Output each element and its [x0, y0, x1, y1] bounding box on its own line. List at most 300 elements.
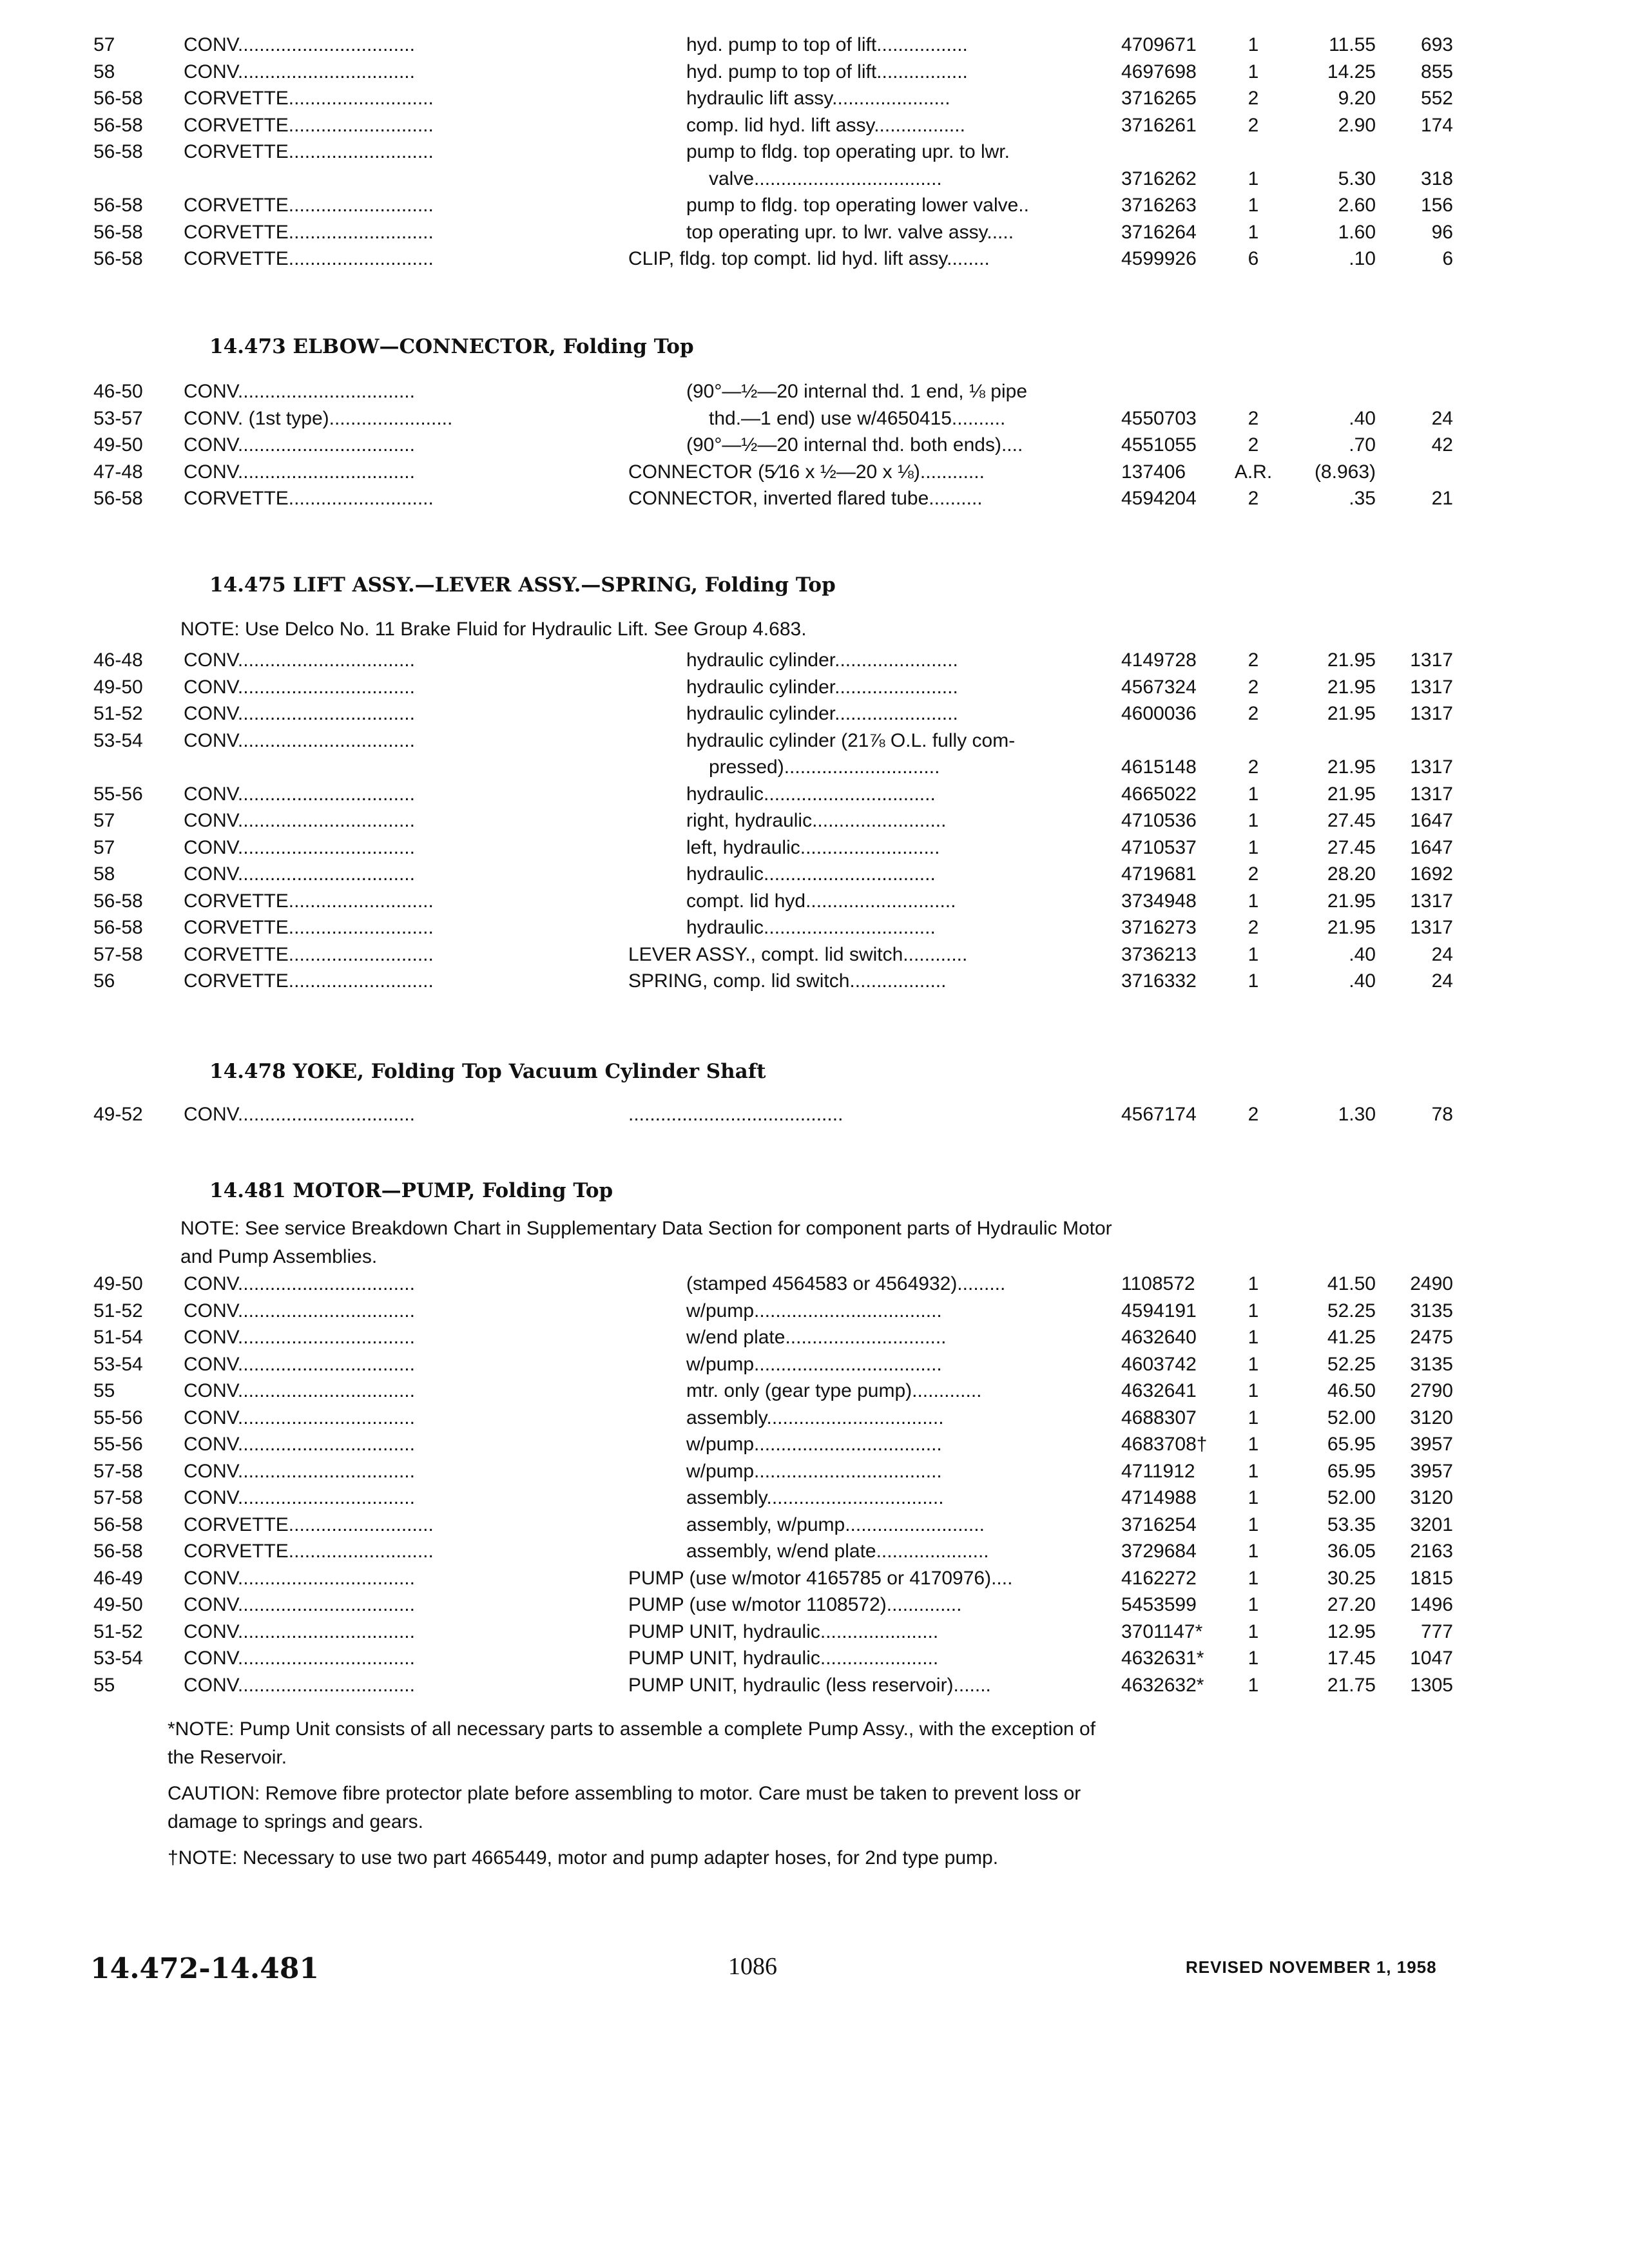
- price: 21.95: [1327, 649, 1376, 671]
- part-number: 4683708†: [1121, 1434, 1208, 1455]
- price-code: 2475: [1410, 1327, 1453, 1348]
- model-year: 55-56: [93, 1434, 143, 1455]
- model-name: CONV.................................: [184, 649, 415, 671]
- quantity: 1: [1248, 1434, 1259, 1455]
- part-number: 4567324: [1121, 676, 1197, 698]
- quantity: A.R.: [1234, 461, 1273, 483]
- part-description: (90°—½—20 internal thd. 1 end, ⅛ pipe: [686, 381, 1027, 402]
- model-name: CORVETTE...........................: [184, 195, 434, 216]
- quantity: 1: [1248, 783, 1259, 805]
- model-name: CONV.................................: [184, 703, 415, 724]
- table-row: [0, 1485, 1629, 1514]
- part-number: 3716261: [1121, 114, 1197, 136]
- quantity: 2: [1248, 703, 1259, 724]
- quantity: 1: [1248, 1648, 1259, 1669]
- price-code: 2790: [1410, 1380, 1453, 1401]
- model-year: 57: [93, 836, 115, 858]
- price-code: 3135: [1410, 1353, 1453, 1375]
- model-name: CONV.................................: [184, 1407, 415, 1428]
- price: 14.25: [1327, 61, 1376, 82]
- model-year: 49-50: [93, 434, 143, 456]
- price: 30.25: [1327, 1567, 1376, 1589]
- part-number: 4710537: [1121, 836, 1197, 858]
- quantity: 1: [1248, 970, 1259, 992]
- table-row: [0, 486, 1629, 514]
- quantity: 2: [1248, 649, 1259, 671]
- model-year: 57: [93, 810, 115, 831]
- section-heading: 14.481 MOTOR—PUMP, Folding Top: [209, 1179, 613, 1202]
- model-name: CORVETTE...........................: [184, 114, 434, 136]
- part-number: 3716273: [1121, 917, 1197, 938]
- price: 52.25: [1327, 1353, 1376, 1375]
- price-code: 24: [1431, 407, 1453, 429]
- price: 36.05: [1327, 1541, 1376, 1562]
- price-code: 42: [1431, 434, 1453, 456]
- price-code: 1692: [1410, 863, 1453, 885]
- quantity: 1: [1248, 61, 1259, 82]
- table-row: [0, 406, 1629, 434]
- part-description: hydraulic lift assy......................: [686, 88, 950, 109]
- price-code: 156: [1420, 195, 1453, 216]
- table-row: [0, 1325, 1629, 1353]
- price-code: 1647: [1410, 836, 1453, 858]
- model-year: 51-52: [93, 1620, 143, 1642]
- quantity: 1: [1248, 1620, 1259, 1642]
- price-code: 1317: [1410, 649, 1453, 671]
- price-code: 1305: [1410, 1674, 1453, 1696]
- price: 27.45: [1327, 836, 1376, 858]
- model-name: CONV.................................: [184, 1620, 415, 1642]
- price: 27.45: [1327, 810, 1376, 831]
- table-row: [0, 942, 1629, 970]
- price: 17.45: [1327, 1648, 1376, 1669]
- table-row: [0, 379, 1629, 407]
- price-code: 693: [1420, 34, 1453, 55]
- model-year: 51-52: [93, 703, 143, 724]
- quantity: 2: [1248, 407, 1259, 429]
- model-year: 49-50: [93, 676, 143, 698]
- table-row: [0, 59, 1629, 88]
- table-row: [0, 246, 1629, 274]
- section-heading: 14.478 YOKE, Folding Top Vacuum Cylinder Shaft: [209, 1060, 766, 1083]
- part-number: 4599926: [1121, 248, 1197, 269]
- price-code: 318: [1420, 168, 1453, 189]
- table-row: [0, 675, 1629, 703]
- part-description: LEVER ASSY., compt. lid switch............: [628, 943, 968, 965]
- model-year: 56: [93, 970, 115, 992]
- part-number: 4665022: [1121, 783, 1197, 805]
- table-row: [0, 808, 1629, 836]
- quantity: 2: [1248, 114, 1259, 136]
- price-code: 78: [1431, 1104, 1453, 1125]
- model-name: CORVETTE...........................: [184, 970, 434, 992]
- price-code: 1317: [1410, 890, 1453, 912]
- model-year: 57-58: [93, 1460, 143, 1482]
- quantity: 2: [1248, 88, 1259, 109]
- model-year: 49-50: [93, 1594, 143, 1615]
- price: 41.25: [1327, 1327, 1376, 1348]
- part-description: PUMP UNIT, hydraulic (less reservoir).......: [628, 1674, 991, 1696]
- part-description: assembly, w/pump..........................: [686, 1514, 985, 1535]
- model-year: 58: [93, 61, 115, 82]
- model-name: CONV.................................: [184, 1327, 415, 1348]
- price-code: 6: [1442, 248, 1453, 269]
- part-description: hydraulic................................: [686, 783, 936, 805]
- price: 11.55: [1329, 34, 1376, 55]
- table-row: [0, 166, 1629, 195]
- price-code: 855: [1420, 61, 1453, 82]
- table-row: [0, 835, 1629, 863]
- table-row: [0, 1566, 1629, 1594]
- part-description: compt. lid hyd............................: [686, 890, 956, 912]
- model-year: 57: [93, 34, 115, 55]
- quantity: 1: [1248, 1380, 1259, 1401]
- table-row: [0, 1298, 1629, 1327]
- part-description: valve...................................: [709, 168, 942, 189]
- part-number: 4632632*: [1121, 1674, 1204, 1696]
- price: 52.25: [1327, 1300, 1376, 1321]
- table-row: [0, 1102, 1629, 1130]
- part-description: mtr. only (gear type pump).............: [686, 1380, 982, 1401]
- model-name: CONV.................................: [184, 461, 415, 483]
- model-year: 56-58: [93, 1514, 143, 1535]
- table-row: [0, 193, 1629, 221]
- model-name: CORVETTE...........................: [184, 141, 434, 162]
- price: 1.30: [1338, 1104, 1376, 1125]
- quantity: 2: [1248, 917, 1259, 938]
- table-row: [0, 782, 1629, 810]
- price: 21.75: [1327, 1674, 1376, 1696]
- model-year: 53-54: [93, 1648, 143, 1669]
- model-name: CONV.................................: [184, 729, 415, 751]
- model-year: 56-58: [93, 917, 143, 938]
- table-row: [0, 139, 1629, 168]
- part-description: assembly.................................: [686, 1407, 944, 1428]
- model-name: CONV.................................: [184, 1353, 415, 1375]
- model-year: 56-58: [93, 221, 143, 243]
- footer-range: 14.472-14.481: [90, 1952, 320, 1985]
- part-description: SPRING, comp. lid switch..................: [628, 970, 947, 992]
- part-number: 137406: [1121, 461, 1186, 483]
- quantity: 1: [1248, 168, 1259, 189]
- model-year: 57-58: [93, 943, 143, 965]
- model-name: CONV.................................: [184, 1487, 415, 1508]
- part-number: 4714988: [1121, 1487, 1197, 1508]
- price: 5.30: [1338, 168, 1376, 189]
- table-row: [0, 113, 1629, 141]
- part-description: hydraulic................................: [686, 863, 936, 885]
- part-number: 4615148: [1121, 756, 1197, 778]
- table-row: [0, 1432, 1629, 1460]
- part-number: 4567174: [1121, 1104, 1197, 1125]
- model-year: 55-56: [93, 1407, 143, 1428]
- model-name: CONV.................................: [184, 1300, 415, 1321]
- model-name: CONV. (1st type).......................: [184, 407, 453, 429]
- model-year: 56-58: [93, 1541, 143, 1562]
- part-description: hydraulic cylinder.......................: [686, 676, 958, 698]
- price: .70: [1349, 434, 1376, 456]
- part-description: comp. lid hyd. lift assy.................: [686, 114, 965, 136]
- table-row: [0, 701, 1629, 729]
- model-name: CONV.................................: [184, 1594, 415, 1615]
- part-number: 4594204: [1121, 488, 1197, 509]
- model-name: CORVETTE...........................: [184, 248, 434, 269]
- model-year: 55-56: [93, 783, 143, 805]
- part-description: PUMP (use w/motor 4165785 or 4170976)....: [628, 1567, 1013, 1589]
- model-name: CONV.................................: [184, 1273, 415, 1294]
- part-description: hydraulic cylinder (21⅞ O.L. fully com-: [686, 729, 1016, 751]
- price-code: 1647: [1410, 810, 1453, 831]
- price-code: 3957: [1410, 1460, 1453, 1482]
- model-year: 49-52: [93, 1104, 143, 1125]
- part-number: 4162272: [1121, 1567, 1197, 1589]
- model-year: 53-54: [93, 729, 143, 751]
- quantity: 1: [1248, 943, 1259, 965]
- price: .40: [1349, 407, 1376, 429]
- model-name: CONV.................................: [184, 836, 415, 858]
- quantity: 2: [1248, 434, 1259, 456]
- price: 21.95: [1327, 676, 1376, 698]
- model-year: 46-50: [93, 381, 143, 402]
- table-row: [0, 1271, 1629, 1300]
- part-number: 3736213: [1121, 943, 1197, 965]
- model-name: CONV.................................: [184, 1648, 415, 1669]
- quantity: 1: [1248, 1300, 1259, 1321]
- model-name: CONV.................................: [184, 676, 415, 698]
- part-description: pump to fldg. top operating upr. to lwr.: [686, 141, 1010, 162]
- quantity: 1: [1248, 195, 1259, 216]
- model-name: CONV.................................: [184, 1434, 415, 1455]
- model-name: CONV.................................: [184, 61, 415, 82]
- part-description: CONNECTOR, inverted flared tube..........: [628, 488, 983, 509]
- price: 12.95: [1327, 1620, 1376, 1642]
- model-name: CORVETTE...........................: [184, 943, 434, 965]
- model-name: CONV.................................: [184, 434, 415, 456]
- footer-revised: REVISED NOVEMBER 1, 1958: [1186, 1957, 1437, 1977]
- part-description: PUMP (use w/motor 1108572)..............: [628, 1594, 962, 1615]
- table-row: [0, 1646, 1629, 1674]
- section-note: NOTE: See service Breakdown Chart in Supplementary Data Section for component parts of Hydraulic Motor and Pump Assemblies.: [180, 1218, 1112, 1267]
- price: 27.20: [1327, 1594, 1376, 1615]
- part-number: 4632631*: [1121, 1648, 1204, 1669]
- quantity: 1: [1248, 1353, 1259, 1375]
- price: 65.95: [1327, 1434, 1376, 1455]
- table-row: [0, 220, 1629, 248]
- part-description: thd.—1 end) use w/4650415..........: [709, 407, 1006, 429]
- part-description: ........................................: [628, 1104, 843, 1125]
- model-name: CORVETTE...........................: [184, 1541, 434, 1562]
- part-description: PUMP UNIT, hydraulic......................: [628, 1648, 939, 1669]
- footnote: *NOTE: Pump Unit consists of all necessary parts to assemble a complete Pump Assy., with the exception of the Reservoir.: [168, 1718, 1096, 1768]
- table-row: [0, 1459, 1629, 1487]
- table-row: [0, 1539, 1629, 1567]
- part-description: hydraulic cylinder.......................: [686, 649, 958, 671]
- price: 2.60: [1338, 195, 1376, 216]
- part-description: CONNECTOR (5⁄16 x ½—20 x ⅛)............: [628, 461, 985, 483]
- table-row: [0, 1592, 1629, 1620]
- price-code: 24: [1431, 943, 1453, 965]
- part-description: right, hydraulic.........................: [686, 810, 947, 831]
- quantity: 1: [1248, 1460, 1259, 1482]
- quantity: 1: [1248, 1594, 1259, 1615]
- model-name: CORVETTE...........................: [184, 890, 434, 912]
- quantity: 1: [1248, 221, 1259, 243]
- price: .35: [1349, 488, 1376, 509]
- model-name: CORVETTE...........................: [184, 88, 434, 109]
- part-number: 4697698: [1121, 61, 1197, 82]
- quantity: 1: [1248, 810, 1259, 831]
- price-code: 552: [1420, 88, 1453, 109]
- price: 21.95: [1327, 703, 1376, 724]
- table-row: [0, 1673, 1629, 1701]
- footnote: †NOTE: Necessary to use two part 4665449, motor and pump adapter hoses, for 2nd type pump.: [168, 1847, 999, 1869]
- table-row: [0, 915, 1629, 943]
- price-code: 3201: [1410, 1514, 1453, 1535]
- table-row: [0, 754, 1629, 783]
- price: 1.60: [1338, 221, 1376, 243]
- part-description: w/pump...................................: [686, 1434, 942, 1455]
- quantity: 1: [1248, 1327, 1259, 1348]
- part-number: 3729684: [1121, 1541, 1197, 1562]
- part-description: hyd. pump to top of lift.................: [686, 61, 968, 82]
- part-number: 3716265: [1121, 88, 1197, 109]
- part-number: 4719681: [1121, 863, 1197, 885]
- price: .40: [1349, 943, 1376, 965]
- quantity: 2: [1248, 1104, 1259, 1125]
- quantity: 1: [1248, 1541, 1259, 1562]
- quantity: 1: [1248, 1514, 1259, 1535]
- model-name: CONV.................................: [184, 863, 415, 885]
- price-code: 1317: [1410, 917, 1453, 938]
- price-code: 3957: [1410, 1434, 1453, 1455]
- part-description: w/pump...................................: [686, 1353, 942, 1375]
- quantity: 1: [1248, 1273, 1259, 1294]
- table-row: [0, 889, 1629, 917]
- price: .10: [1349, 248, 1376, 269]
- model-year: 56-58: [93, 195, 143, 216]
- part-description: hydraulic cylinder.......................: [686, 703, 958, 724]
- price: 21.95: [1327, 917, 1376, 938]
- part-number: 5453599: [1121, 1594, 1197, 1615]
- model-year: 46-48: [93, 649, 143, 671]
- quantity: 1: [1248, 34, 1259, 55]
- table-row: [0, 1405, 1629, 1434]
- section-heading: 14.475 LIFT ASSY.—LEVER ASSY.—SPRING, Folding Top: [209, 573, 836, 597]
- price-code: 21: [1431, 488, 1453, 509]
- table-row: [0, 1619, 1629, 1648]
- price-code: 2163: [1410, 1541, 1453, 1562]
- table-row: [0, 648, 1629, 676]
- quantity: 1: [1248, 1567, 1259, 1589]
- part-number: 3716254: [1121, 1514, 1197, 1535]
- model-name: CONV.................................: [184, 1380, 415, 1401]
- part-number: 4551055: [1121, 434, 1197, 456]
- quantity: 2: [1248, 756, 1259, 778]
- part-description: pump to fldg. top operating lower valve..: [686, 195, 1029, 216]
- model-year: 51-54: [93, 1327, 143, 1348]
- price-code: 2490: [1410, 1273, 1453, 1294]
- part-number: 4711912: [1121, 1460, 1195, 1482]
- part-description: assembly, w/end plate.....................: [686, 1541, 989, 1562]
- quantity: 2: [1248, 676, 1259, 698]
- price: 9.20: [1338, 88, 1376, 109]
- footnote: CAUTION: Remove fibre protector plate before assembling to motor. Care must be taken to prevent loss or damage to springs and gears.: [168, 1783, 1081, 1832]
- model-name: CONV.................................: [184, 1104, 415, 1125]
- part-number: 1108572: [1121, 1273, 1195, 1294]
- model-name: CONV.................................: [184, 1460, 415, 1482]
- price: 28.20: [1327, 863, 1376, 885]
- price: 2.90: [1338, 114, 1376, 136]
- part-number: 3701147*: [1121, 1620, 1203, 1642]
- part-description: hydraulic................................: [686, 917, 936, 938]
- part-description: w/pump...................................: [686, 1460, 942, 1482]
- quantity: 1: [1248, 890, 1259, 912]
- quantity: 2: [1248, 488, 1259, 509]
- part-number: 4603742: [1121, 1353, 1197, 1375]
- part-number: 3716263: [1121, 195, 1197, 216]
- part-number: 3716332: [1121, 970, 1197, 992]
- quantity: 6: [1248, 248, 1259, 269]
- part-description: pressed).............................: [709, 756, 940, 778]
- quantity: 1: [1248, 1487, 1259, 1508]
- part-description: w/end plate..............................: [686, 1327, 947, 1348]
- model-name: CORVETTE...........................: [184, 1514, 434, 1535]
- table-row: [0, 86, 1629, 114]
- table-row: [0, 32, 1629, 61]
- table-row: [0, 459, 1629, 488]
- part-number: 4688307: [1121, 1407, 1197, 1428]
- model-name: CONV.................................: [184, 1567, 415, 1589]
- quantity: 2: [1248, 863, 1259, 885]
- part-number: 4149728: [1121, 649, 1197, 671]
- model-year: 56-58: [93, 890, 143, 912]
- model-year: 55: [93, 1380, 115, 1401]
- section-note: NOTE: Use Delco No. 11 Brake Fluid for Hydraulic Lift. See Group 4.683.: [180, 619, 807, 640]
- model-year: 51-52: [93, 1300, 143, 1321]
- part-number: 4550703: [1121, 407, 1197, 429]
- price: 52.00: [1327, 1407, 1376, 1428]
- model-name: CONV.................................: [184, 381, 415, 402]
- table-row: [0, 1352, 1629, 1380]
- price-code: 3120: [1410, 1487, 1453, 1508]
- part-number: 4600036: [1121, 703, 1197, 724]
- part-description: assembly.................................: [686, 1487, 944, 1508]
- part-description: (stamped 4564583 or 4564932).........: [686, 1273, 1006, 1294]
- price: 52.00: [1327, 1487, 1376, 1508]
- price: 21.95: [1327, 890, 1376, 912]
- model-name: CONV.................................: [184, 783, 415, 805]
- price-code: 1317: [1410, 676, 1453, 698]
- model-year: 56-58: [93, 488, 143, 509]
- price-code: 24: [1431, 970, 1453, 992]
- model-year: 49-50: [93, 1273, 143, 1294]
- part-number: 4632641: [1121, 1380, 1197, 1401]
- price-code: 1047: [1410, 1648, 1453, 1669]
- price: 53.35: [1327, 1514, 1376, 1535]
- price-code: 3135: [1410, 1300, 1453, 1321]
- table-row: [0, 968, 1629, 997]
- table-row: [0, 1512, 1629, 1541]
- model-name: CORVETTE...........................: [184, 488, 434, 509]
- model-year: 56-58: [93, 248, 143, 269]
- model-name: CONV.................................: [184, 810, 415, 831]
- table-row: [0, 728, 1629, 756]
- model-year: 53-57: [93, 407, 143, 429]
- part-number: 4594191: [1121, 1300, 1197, 1321]
- price-code: 174: [1420, 114, 1453, 136]
- part-description: left, hydraulic..........................: [686, 836, 940, 858]
- model-year: 57-58: [93, 1487, 143, 1508]
